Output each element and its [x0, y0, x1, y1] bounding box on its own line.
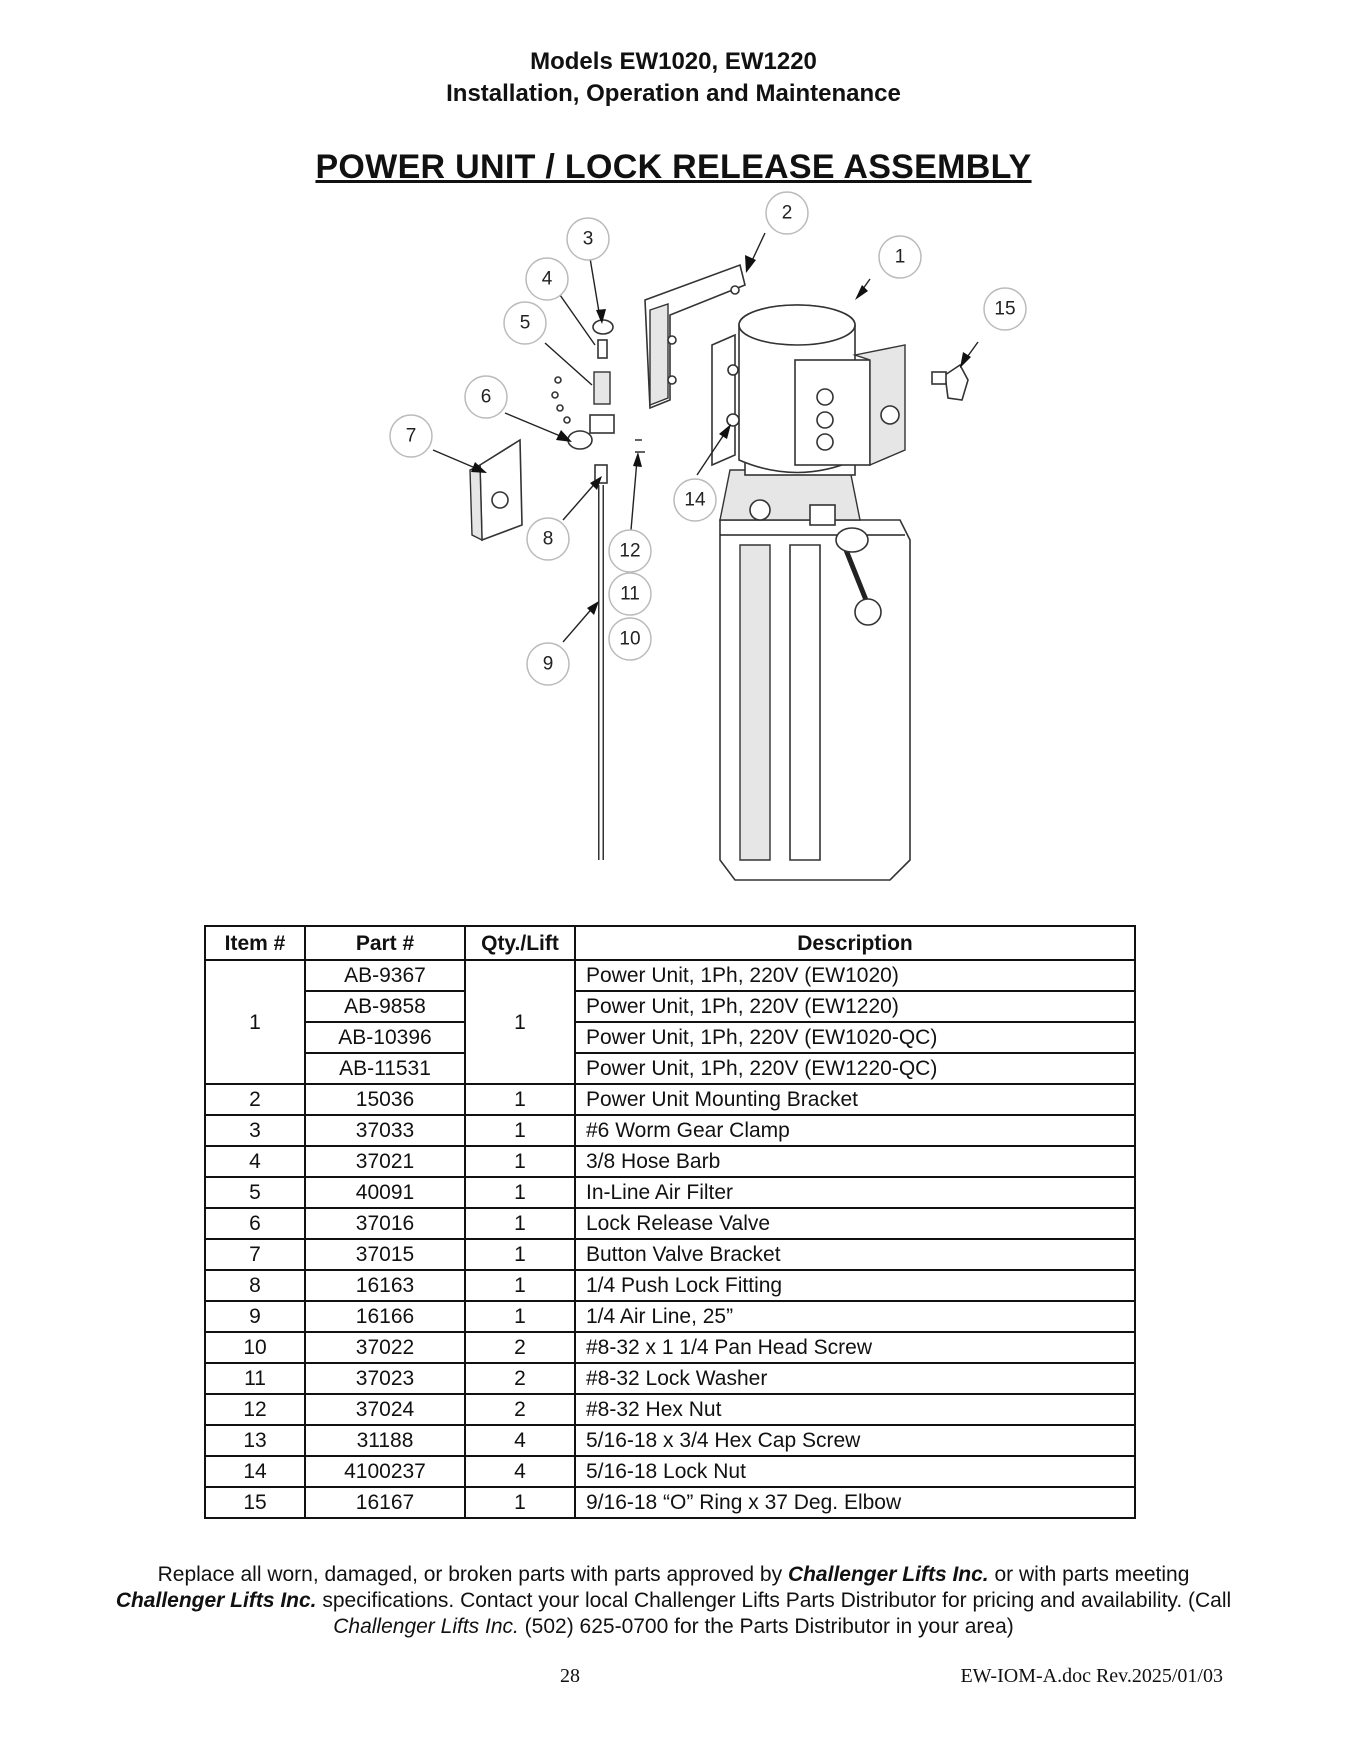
item-cell: 9: [205, 1301, 305, 1332]
table-row: [205, 1332, 1135, 1363]
part-cell: 37016: [305, 1208, 465, 1239]
item-cell: 4: [205, 1146, 305, 1177]
item-cell: 3: [205, 1115, 305, 1146]
svg-text:3: 3: [582, 228, 594, 250]
qty-cell: 1: [465, 1115, 575, 1146]
button-valve-bracket: [470, 440, 522, 540]
part-cell: AB-10396: [305, 1022, 465, 1053]
callout-14: [674, 479, 716, 521]
col-part: Part #: [305, 926, 465, 960]
qty-cell: 4: [465, 1456, 575, 1487]
part-cell: 4100237: [305, 1456, 465, 1487]
part-cell: 31188: [305, 1425, 465, 1456]
motor: [739, 305, 905, 473]
footer-text-3: specifications. Contact your local Challenger Lifts Parts Distributor for pricing and availability. (Call: [316, 1589, 1232, 1612]
item-cell: 7: [205, 1239, 305, 1270]
qty-cell: 1: [465, 1084, 575, 1115]
qty-cell: 2: [465, 1394, 575, 1425]
callout-9: [527, 643, 569, 685]
item-cell: 2: [205, 1084, 305, 1115]
description-cell: Button Valve Bracket: [575, 1239, 1135, 1270]
description-cell: #8-32 Lock Washer: [575, 1363, 1135, 1394]
qty-cell: 1: [465, 1301, 575, 1332]
table-row: [205, 1115, 1135, 1146]
callout-15: [984, 288, 1026, 330]
item-cell: 8: [205, 1270, 305, 1301]
table-row: [205, 1208, 1135, 1239]
item-cell: 13: [205, 1425, 305, 1456]
table-row: [205, 1146, 1135, 1177]
svg-text:8: 8: [542, 528, 554, 550]
header-subtitle: Installation, Operation and Maintenance: [446, 80, 901, 107]
qty-cell: 1: [465, 1239, 575, 1270]
callout-8: [527, 518, 569, 560]
document-reference: EW-IOM-A.doc Rev.2025/01/03: [960, 1665, 1223, 1687]
parts-table: [204, 925, 1136, 1519]
description-cell: 9/16-18 “O” Ring x 37 Deg. Elbow: [575, 1487, 1135, 1518]
qty-cell: 2: [465, 1363, 575, 1394]
svg-text:2: 2: [781, 202, 793, 224]
page-title: POWER UNIT / LOCK RELEASE ASSEMBLY: [315, 148, 1032, 186]
description-cell: #8-32 x 1 1/4 Pan Head Screw: [575, 1332, 1135, 1363]
table-row: [205, 1456, 1135, 1487]
description-cell: Power Unit, 1Ph, 220V (EW1220-QC): [575, 1053, 1135, 1084]
svg-text:11: 11: [620, 583, 640, 605]
svg-text:5: 5: [519, 312, 531, 334]
table-row: [205, 1053, 1135, 1084]
table-row: [205, 1022, 1135, 1053]
qty-cell: 1: [465, 1270, 575, 1301]
svg-text:1: 1: [894, 246, 906, 268]
svg-text:9: 9: [542, 653, 554, 675]
qty-cell: 1: [465, 1208, 575, 1239]
callout-5: [504, 302, 546, 344]
callout-3: [567, 218, 609, 260]
part-cell: 37021: [305, 1146, 465, 1177]
table-row: [205, 1177, 1135, 1208]
part-cell: 37023: [305, 1363, 465, 1394]
svg-text:4: 4: [541, 268, 553, 290]
part-cell: AB-9858: [305, 991, 465, 1022]
part-cell: 40091: [305, 1177, 465, 1208]
elbow-fitting: [932, 365, 968, 400]
description-cell: Power Unit, 1Ph, 220V (EW1020): [575, 960, 1135, 991]
table-row: [205, 1239, 1135, 1270]
part-cell: 16166: [305, 1301, 465, 1332]
svg-text:7: 7: [405, 425, 417, 447]
air-line: [595, 465, 607, 860]
page-number: 28: [560, 1665, 580, 1687]
company-name: Challenger Lifts Inc.: [787, 1563, 989, 1586]
table-row: [205, 1394, 1135, 1425]
exploded-assembly-diagram: [0, 185, 1347, 905]
svg-text:6: 6: [480, 386, 492, 408]
table-row: [205, 991, 1135, 1022]
description-cell: #6 Worm Gear Clamp: [575, 1115, 1135, 1146]
footer-text-1: Replace all worn, damaged, or broken parts with parts approved by: [157, 1563, 788, 1586]
table-row: [205, 960, 1135, 991]
item-cell: 11: [205, 1363, 305, 1394]
air-fittings: [552, 320, 645, 452]
item-cell: 14: [205, 1456, 305, 1487]
description-cell: Lock Release Valve: [575, 1208, 1135, 1239]
table-header-row: [205, 926, 1135, 960]
description-cell: 1/4 Push Lock Fitting: [575, 1270, 1135, 1301]
item-cell: 15: [205, 1487, 305, 1518]
qty-cell: 4: [465, 1425, 575, 1456]
svg-text:15: 15: [994, 298, 1016, 320]
svg-text:14: 14: [684, 489, 706, 511]
table-row: [205, 1084, 1135, 1115]
description-cell: Power Unit, 1Ph, 220V (EW1020-QC): [575, 1022, 1135, 1053]
description-cell: Power Unit, 1Ph, 220V (EW1220): [575, 991, 1135, 1022]
qty-cell: 2: [465, 1332, 575, 1363]
description-cell: 5/16-18 x 3/4 Hex Cap Screw: [575, 1425, 1135, 1456]
description-cell: #8-32 Hex Nut: [575, 1394, 1135, 1425]
item-cell: 5: [205, 1177, 305, 1208]
table-row: [205, 1487, 1135, 1518]
col-item: Item #: [205, 926, 305, 960]
qty-cell: 1: [465, 1146, 575, 1177]
callout-12: [609, 530, 651, 572]
item-cell: 12: [205, 1394, 305, 1425]
footer-text-4: (502) 625-0700 for the Parts Distributor in your area): [518, 1615, 1014, 1638]
svg-text:10: 10: [619, 628, 641, 650]
part-cell: 37033: [305, 1115, 465, 1146]
part-cell: 16163: [305, 1270, 465, 1301]
callout-4: [526, 258, 568, 300]
item-cell: 6: [205, 1208, 305, 1239]
callout-10: [609, 618, 651, 660]
part-cell: 37015: [305, 1239, 465, 1270]
col-qty: Qty./Lift: [465, 926, 575, 960]
part-cell: 16167: [305, 1487, 465, 1518]
part-cell: 15036: [305, 1084, 465, 1115]
table-row: [205, 1363, 1135, 1394]
item-cell: 10: [205, 1332, 305, 1363]
footer-text-2: or with parts meeting: [988, 1563, 1190, 1586]
svg-text:12: 12: [619, 540, 641, 562]
part-cell: 37022: [305, 1332, 465, 1363]
qty-cell: 1: [465, 960, 575, 1084]
reservoir-tank: [720, 520, 910, 880]
footer-note: [60, 1562, 1287, 1640]
description-cell: In-Line Air Filter: [575, 1177, 1135, 1208]
callout-6: [465, 376, 507, 418]
description-cell: 3/8 Hose Barb: [575, 1146, 1135, 1177]
description-cell: 1/4 Air Line, 25”: [575, 1301, 1135, 1332]
part-cell: AB-11531: [305, 1053, 465, 1084]
callout-1: [879, 236, 921, 278]
callout-11: [609, 573, 651, 615]
callout-7: [390, 415, 432, 457]
callout-2: [766, 192, 808, 234]
part-cell: 37024: [305, 1394, 465, 1425]
header-models: Models EW1020, EW1220: [530, 48, 817, 75]
qty-cell: 1: [465, 1487, 575, 1518]
table-row: [205, 1301, 1135, 1332]
description-cell: Power Unit Mounting Bracket: [575, 1084, 1135, 1115]
qty-cell: 1: [465, 1177, 575, 1208]
company-name: Challenger Lifts Inc.: [333, 1615, 519, 1638]
item-cell: 1: [205, 960, 305, 1084]
company-name: Challenger Lifts Inc.: [115, 1589, 317, 1612]
description-cell: 5/16-18 Lock Nut: [575, 1456, 1135, 1487]
col-description: Description: [575, 926, 1135, 960]
part-cell: AB-9367: [305, 960, 465, 991]
table-row: [205, 1270, 1135, 1301]
table-row: [205, 1425, 1135, 1456]
